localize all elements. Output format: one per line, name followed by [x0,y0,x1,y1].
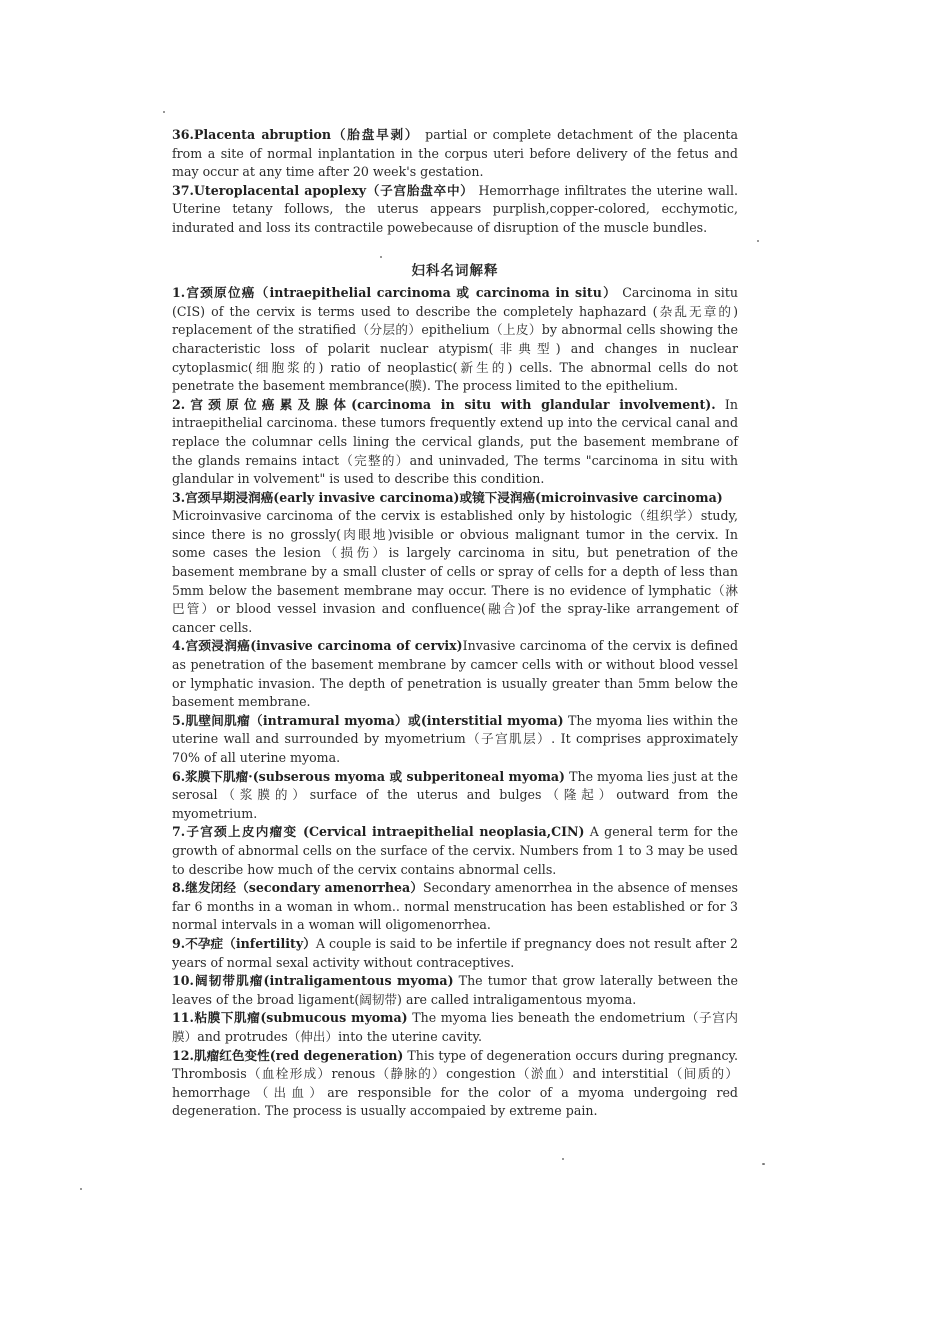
entry-definition: The myoma lies within the uterine wall and surrounded by myometrium（子宫肌层）. It comprises approximately 70% of all uterine myoma. [172,712,738,765]
entry-term: 2.宫颈原位癌累及腺体(carcinoma in situ with glandular involvement). [172,396,716,412]
entry-term: 10.阔韧带肌瘤(intraligamentous myoma) [172,973,454,989]
entry-term: 3.宫颈早期浸润癌(early invasive carcinoma)或镜下浸润癌(microinvasive carcinoma) [172,489,723,505]
entry-7 [172,823,738,879]
entry-definition: Carcinoma in situ (CIS) of the cervix is terms used to describe the completely haphazard (杂乱无章的) replacement of the stratified（分层的）epithelium（上皮）by abnormal cells showing the characteristic loss of polarit nuclear atypism(非典型) and changes in nuclear cytoplasmic(细胞浆的) ratio of neoplastic(新生的) cells. The abnormal cells do not penetrate the basement membrance(膜). The process limited to the epithelium. [172,285,738,394]
scan-speck [380,256,382,258]
entry-term: 12.肌瘤红色变性(red degeneration) [172,1047,404,1063]
scan-speck [80,1188,82,1190]
entry-definition: partial or complete detachment of the placenta from a site of normal inplantation in the corpus uteri before delivery of the fetus and may occur at any time after 20 week's gestation. [172,127,739,180]
section-title: 妇科名词解释 [411,262,499,279]
entry-definition: A general term for the growth of abnormal cells on the surface of the cervix. Numbers from 1 to 3 may be used to describe how much of the cervix contains abnormal cells. [172,824,738,877]
entry-term: 5.肌壁间肌瘤（intramural myoma）或(interstitial myoma) [172,712,564,728]
scan-speck [562,1158,564,1160]
entry-term: 9.不孕症（infertility） [172,935,316,951]
document-page [172,126,738,1121]
entry-term: 7.子宫颈上皮内瘤变 (Cervical intraepithelial neoplasia,CIN) [172,824,585,840]
entry-term: 4.宫颈浸润癌(invasive carcinoma of cervix) [172,638,463,654]
entry-4 [172,637,738,711]
entry-8 [172,879,738,935]
entry-definition: A couple is said to be infertile if pregnancy does not result after 2 years of normal sexal activity without contraceptives. [172,935,738,970]
entry-definition: Invasive carcinoma of the cervix is defined as penetration of the basement membrane by camcer cells with or without blood vessel or lymphatic invasion. The depth of penetration is usually greater than 5mm below the basement membrane. [172,638,739,710]
entry-definition: The myoma lies just at the serosal（浆膜的）surface of the uterus and bulges（隆起）outward from the myometrium. [172,768,738,821]
entry-term: 36.Placenta abruption（胎盘早剥） [172,127,420,142]
entry-term: 1.宫颈原位癌（intraepithelial carcinoma 或 carcinoma in situ） [172,285,618,301]
entry-36 [172,126,738,182]
scan-speck [163,111,165,113]
entry-definition: The tumor that grow laterally between the leaves of the broad ligament(阔韧带) are called intraligamentous myoma. [172,973,738,1007]
entry-term: 37.Uteroplacental apoplexy（子宫胎盘卒中） [172,182,474,198]
entry-5 [172,712,738,768]
entry-37 [172,182,738,238]
entry-9 [172,935,738,972]
entry-10 [172,972,738,1009]
entry-definition: Hemorrhage infiltrates the uterine wall. Uterine tetany follows, the uterus appears purplish,copper-colored, ecchymotic, indurated and loss its contractile powebecause of disruption of the muscle bundles. [172,182,738,235]
entry-definition: In intraepithelial carcinoma. these tumors frequently extend up into the cervical canal and replace the columnar cells lining the cervical glands, put the basement membrane of the glands remains intact（完整的）and uninvaded, The terms "carcinoma in situ with glandular in volvement" is used to describe this condition. [172,396,738,487]
entry-term: 6.浆膜下肌瘤·(subserous myoma 或 subperitoneal myoma) [172,768,566,784]
entry-definition: Microinvasive carcinoma of the cervix is established only by histologic（组织学）study, since there is no grossly(肉眼地)visible or obvious malignant tumor in the cervix. In some cases the lesion（损伤）is largely carcinoma in situ, but penetration of the basement membrane by a small cluster of cells or spray of cells for a depth of less than 5mm below the basement membrane may occur. There is no evidence of lymphatic（淋巴管）or blood vessel invasion and confluence(融合)of the spray-like arrangement of cancer cells. [172,508,738,635]
entry-definition: This type of degeneration occurs during pregnancy. Thrombosis（血栓形成）renous（静脉的）congestion（淤血）and interstitial（间质的）hemorrhage（出血）are responsible for the color of a myoma undergoing red degeneration. The process is usually accompaied by extreme pain. [172,1047,738,1119]
scan-speck [757,240,759,242]
entry-2 [172,396,738,489]
entry-definition: Secondary amenorrhea in the absence of menses far 6 months in a woman in whom.. normal menstrucation has been established or for 3 normal intervals in a woman will oligomenorrhea. [172,880,738,933]
entry-term: 8.继发闭经（secondary amenorrhea） [172,880,424,896]
entry-3 [172,489,738,638]
entry-11 [172,1009,738,1046]
scan-speck [762,1163,765,1165]
entry-6 [172,768,738,824]
entry-1 [172,284,738,396]
entry-12 [172,1047,738,1121]
entry-term: 11.粘膜下肌瘤(submucous myoma) [172,1010,408,1026]
entry-definition: The myoma lies beneath the endometrium（子宫内膜）and protrudes（伸出）into the uterine cavity. [172,1010,738,1044]
